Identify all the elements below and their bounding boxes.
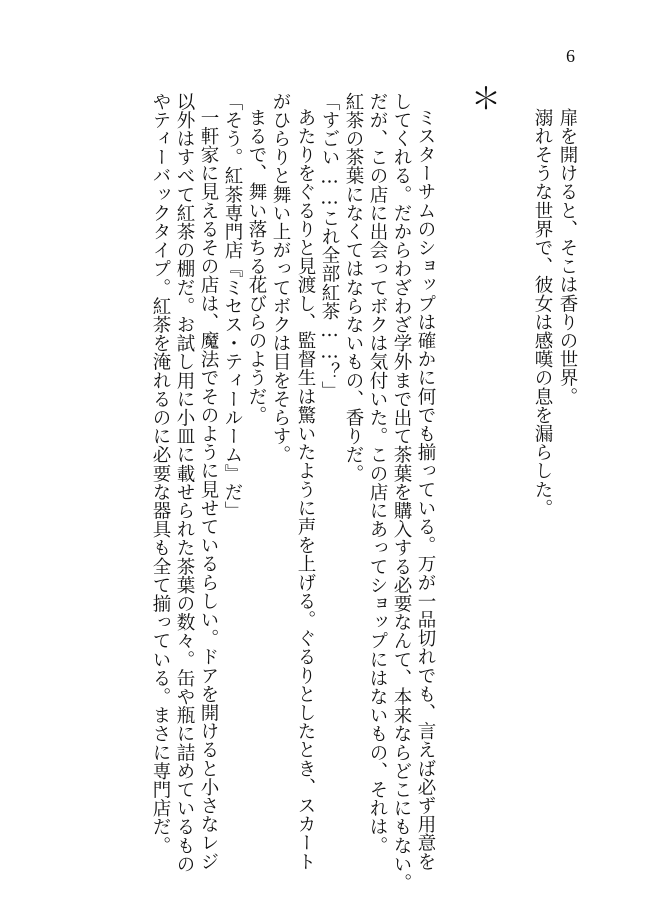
text-column-8: あたりをぐるりと見渡し、監督生は驚いたように声を上げる。ぐるりとしたとき、スカート bbox=[295, 108, 316, 871]
text-column-3: ミスターサムのショップは確かに何でも揃っている。万が一品切れでも、言えば必ず用意を bbox=[415, 108, 436, 871]
text-column-11: 「そう。紅茶専門店『ミセス・ティールーム』だ」 bbox=[222, 92, 243, 520]
text-column-5: だが、この店に出会ってボクは気付いた。この店にあってショップにはないもの、それは。 bbox=[367, 92, 388, 855]
scene-break-asterisk: ＊ bbox=[471, 82, 501, 117]
text-column-9: がひらりと舞い上がってボクは目をそらす。 bbox=[270, 92, 291, 464]
text-column-4: してくれる。だからわざわざ学外まで出て茶葉を購入する必要なんて、本来ならどこにもない。 bbox=[391, 92, 412, 892]
text-column-12: 一軒家に見えるその店は、魔法でそのように見せているらしい。ドアを開けると小さなレジ bbox=[198, 108, 219, 871]
text-column-2: 溺れそうな世界で、彼女は感嘆の息を漏らした。 bbox=[532, 108, 553, 518]
text-column-13: 以外はすべて紅茶の棚だ。お試し用に小皿に載せられた茶葉の数々。缶や瓶に詰めているもの bbox=[174, 92, 195, 874]
text-column-10: まるで、舞い落ちる花びらのようだ。 bbox=[246, 108, 267, 425]
text-column-14: やティーバックタイプ。紅茶を淹れるのに必要な器具も全て揃っている。まさに専門店だ。 bbox=[150, 92, 171, 855]
text-column-7: 「すごい……これ全部紅茶……？」 bbox=[319, 92, 340, 400]
page-number: 6 bbox=[566, 46, 575, 66]
text-column-1: 扉を開けると、そこは香りの世界。 bbox=[557, 108, 578, 406]
text-column-6: 紅茶の茶葉になくてはならないもの、香りだ。 bbox=[343, 92, 364, 483]
